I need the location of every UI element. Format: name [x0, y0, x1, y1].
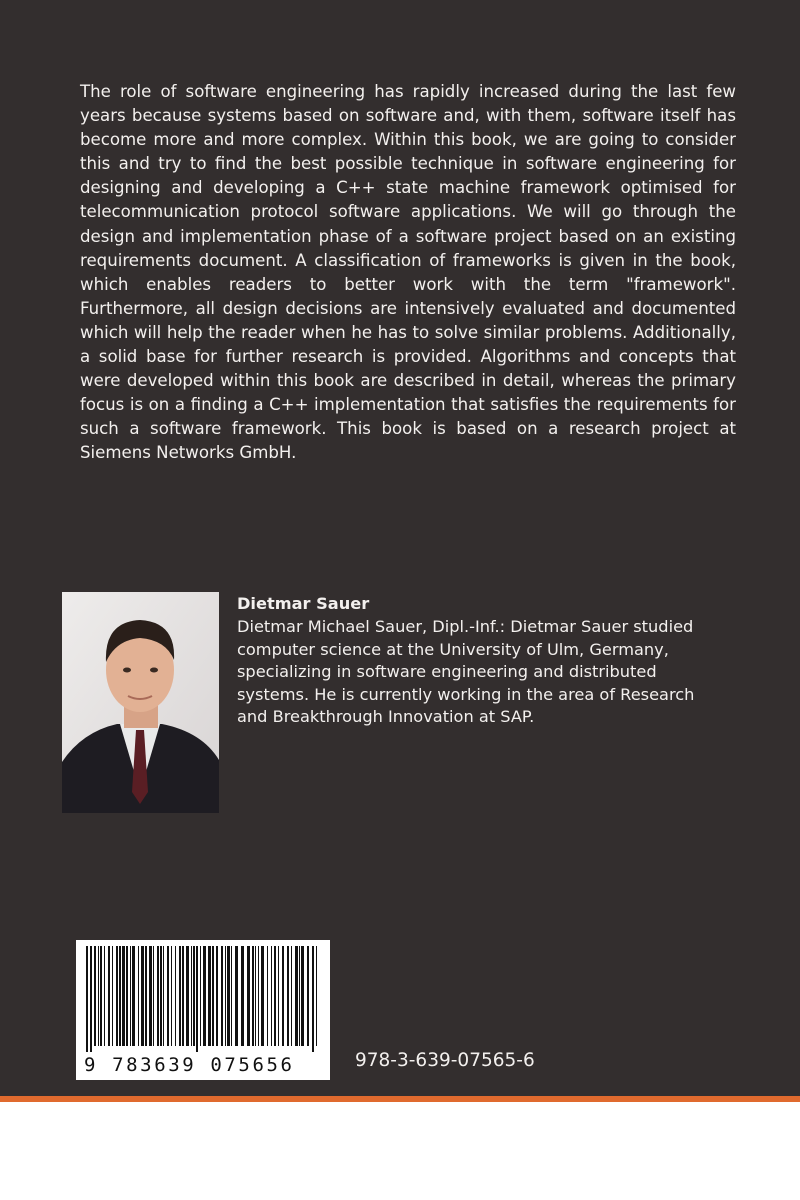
barcode-bar	[145, 946, 147, 1046]
barcode-bar	[94, 946, 96, 1046]
book-blurb: The role of software engineering has rapidly increased during the last few years because systems based on software and, with them, software itself has become more and more complex. Within this book, we are going to consider this and try to find the best possible technique in software engineering for designing and developing a C++ state machine framework optimised for telecommunication protocol software applications. We will go through the design and implementation phase of a software project based on an existing requirements document. A classification of frameworks is given in the book, which enables readers to better work with the term "framework". Furthermore, all design decisions are intensively evaluated and documented which will help the reader when he has to solve similar problems. Additionally, a solid base for further research is provided. Algorithms and concepts that were developed within this book are described in detail, whereas the primary focus is on a finding a C++ implementation that satisfies the requirements for such a software framework. This book is based on a research project at Siemens Networks GmbH.	[80, 82, 736, 463]
barcode-bar	[116, 946, 118, 1046]
barcode-bar	[160, 946, 162, 1046]
barcode-bar	[175, 946, 176, 1046]
barcode-bar	[235, 946, 238, 1046]
barcode-bar	[216, 946, 218, 1046]
barcode-bar	[282, 946, 284, 1046]
barcode-bar	[149, 946, 152, 1046]
barcode-bar	[221, 946, 223, 1046]
barcode-bar	[208, 946, 211, 1046]
barcode-bar	[316, 946, 317, 1046]
barcode-bar	[274, 946, 276, 1046]
barcode-bar	[167, 946, 169, 1046]
barcode-bar	[287, 946, 289, 1046]
author-bio: Dietmar Michael Sauer, Dipl.-Inf.: Dietmar Sauer studied computer science at the University of Ulm, Germany, specializing in software engineering and distributed systems. He is currently working in the area of Research and Breakthrough Innovation at SAP.	[237, 617, 695, 726]
barcode-bar	[301, 946, 304, 1046]
barcode-bar	[163, 946, 164, 1046]
barcode-bar	[112, 946, 113, 1046]
barcode-bar	[252, 946, 254, 1046]
barcode-bar	[231, 946, 232, 1046]
barcode-bar	[278, 946, 279, 1046]
barcode-bars	[86, 946, 320, 1052]
author-name: Dietmar Sauer	[237, 594, 370, 613]
barcode-bar	[225, 946, 226, 1046]
barcode-bar	[191, 946, 192, 1046]
barcode-bar	[90, 946, 92, 1052]
barcode-bar	[295, 946, 298, 1046]
barcode-bar	[108, 946, 110, 1046]
barcode-bar	[104, 946, 105, 1046]
barcode-bar	[179, 946, 181, 1046]
barcode-bar	[241, 946, 244, 1046]
barcode-bar	[247, 946, 250, 1046]
author-portrait-icon	[62, 592, 219, 813]
barcode-bar	[307, 946, 309, 1046]
barcode-bar	[100, 946, 102, 1046]
barcode-bar	[212, 946, 214, 1046]
barcode-bar	[193, 946, 195, 1046]
barcode-bar	[227, 946, 230, 1046]
barcode-bar	[267, 946, 268, 1046]
barcode-bar	[157, 946, 159, 1046]
barcode-bar	[153, 946, 154, 1046]
barcode-bar	[200, 946, 201, 1046]
barcode-bar	[291, 946, 292, 1046]
barcode-bar	[171, 946, 172, 1046]
barcode-bar	[255, 946, 256, 1046]
barcode-digits: 9 783639 075656	[84, 1054, 295, 1076]
barcode	[76, 940, 330, 1080]
barcode-bar	[119, 946, 121, 1046]
barcode-bar	[312, 946, 314, 1052]
barcode-bar	[182, 946, 184, 1046]
barcode-bar	[86, 946, 88, 1052]
barcode-bar	[141, 946, 144, 1046]
barcode-bar	[132, 946, 135, 1046]
barcode-bar	[271, 946, 272, 1046]
barcode-bar	[261, 946, 264, 1046]
author-photo	[62, 592, 219, 813]
barcode-bar	[122, 946, 125, 1046]
barcode-bar	[98, 946, 99, 1046]
barcode-bar	[126, 946, 128, 1046]
barcode-bar	[130, 946, 131, 1046]
barcode-bar	[203, 946, 206, 1046]
isbn-number: 978-3-639-07565-6	[355, 1050, 535, 1071]
barcode-bar	[258, 946, 259, 1046]
barcode-bar	[186, 946, 189, 1046]
barcode-bar	[138, 946, 139, 1046]
accent-stripe	[0, 1096, 800, 1102]
barcode-bar	[299, 946, 300, 1046]
barcode-bar	[196, 946, 198, 1052]
